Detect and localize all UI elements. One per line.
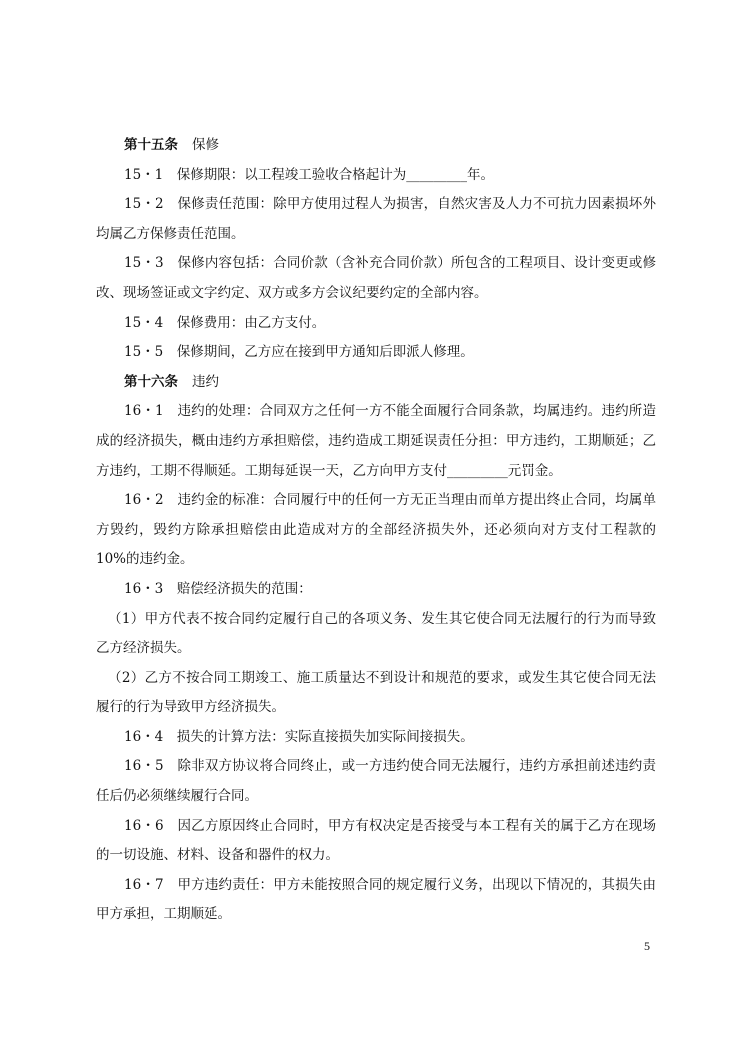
- article-16-heading: 第十六条 违约: [124, 373, 219, 390]
- clause-16-4: 16・4 损失的计算方法：实际直接损失加实际间接损失。: [124, 728, 474, 745]
- clause-15-1: 15・1 保修期限：以工程竣工验收合格起计为_________年。: [124, 166, 495, 183]
- clause-16-3: 16・3 赔偿经济损失的范围：: [124, 580, 312, 597]
- clause-16-7: 16・7 甲方违约责任：甲方未能按照合同的规定履行义务，出现以下情况的，其损失由甲方承担，工期顺延。: [96, 876, 656, 923]
- clause-15-5: 15・5 保修期间，乙方应在接到甲方通知后即派人修理。: [124, 344, 474, 361]
- clause-16-3-item-2: （2）乙方不按合同工期竣工、施工质量达不到设计和规范的要求，或发生其它使合同无法履行的行为导致甲方经济损失。: [96, 669, 656, 716]
- clause-15-3: 15・3 保修内容包括：合同价款（含补充合同价款）所包含的工程项目、设计变更或修改、现场签证或文字约定、双方或多方会议纪要约定的全部内容。: [96, 255, 656, 301]
- clause-16-1: 16・1 违约的处理：合同双方之任何一方不能全面履行合同条款，均属违约。违约所造成的经济损失，概由违约方承担赔偿，违约造成工期延误责任分担：甲方违约，工期顺延；乙方违约，工期不得顺延。工期每延误一天，乙方向甲方支付_________元罚金。: [96, 403, 656, 479]
- clause-15-4: 15・4 保修费用：由乙方支付。: [124, 314, 326, 331]
- clause-16-3-item-1: （1）甲方代表不按合同约定履行自己的各项义务、发生其它使合同无法履行的行为而导致乙方经济损失。: [96, 610, 656, 657]
- article-15-heading: 第十五条 保修: [124, 137, 219, 153]
- page-number: 5: [644, 939, 650, 953]
- document-body: [96, 131, 656, 930]
- clause-16-5: 16・5 除非双方协议将合同终止，或一方违约使合同无法履行，违约方承担前述违约责任后仍必须继续履行合同。: [96, 758, 656, 805]
- clause-15-2: 15・2 保修责任范围：除甲方使用过程人为损害，自然灾害及人力不可抗力因素损坏外均属乙方保修责任范围。: [96, 196, 656, 242]
- clause-16-6: 16・6 因乙方原因终止合同时，甲方有权决定是否接受与本工程有关的属于乙方在现场的一切设施、材料、设备和器件的权力。: [96, 817, 656, 864]
- clause-16-2: 16・2 违约金的标准：合同履行中的任何一方无正当理由而单方提出终止合同，均属单方毁约，毁约方除承担赔偿由此造成对方的全部经济损失外，还必须向对方支付工程款的 10%的违约金。: [96, 492, 656, 568]
